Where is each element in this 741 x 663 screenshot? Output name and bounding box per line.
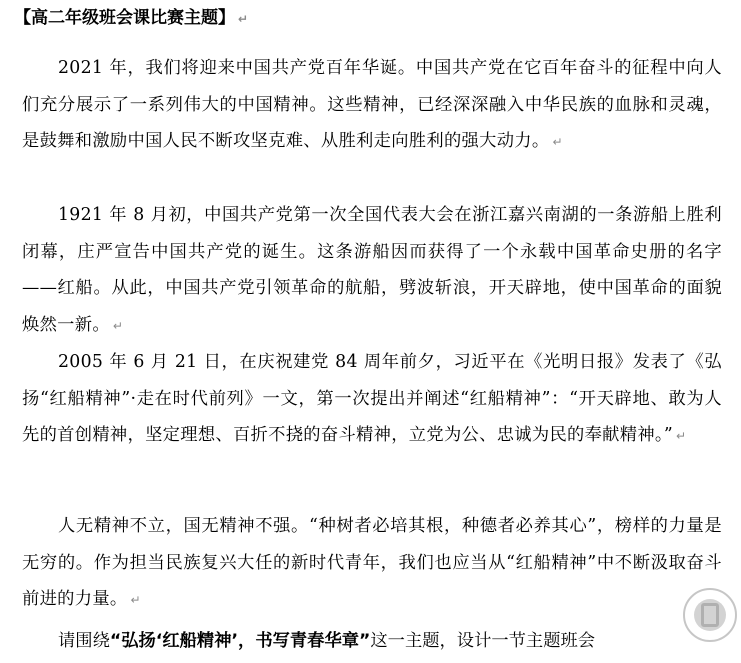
paragraph-red-boat-history-text: 1921 年 8 月初，中国共产党第一次全国代表大会在浙江嘉兴南湖的一条游船上胜利闭幕，庄严宣告中国共产党的诞生。这条游船因而获得了一个永载中国革命史册的名字——红船。从此，中国共产党引领革命的航船，劈波斩浪，开天辟地，使中国革命的面貌焕然一新。 xyxy=(22,205,722,335)
paragraph-youth-call xyxy=(22,508,722,619)
paragraph-red-boat-spirit-text: 2005 年 6 月 21 日，在庆祝建党 84 周年前夕，习近平在《光明日报》发表了《弘扬“红船精神”·走在时代前列》一文，第一次提出并阐述“红船精神”：“开天辟地、敢为人先的首创精神，坚定理想、百折不挠的奋斗精神，立党为公、忠诚为民的奉献精神。” xyxy=(22,352,722,446)
task-prompt-after: 这一主题，设计一节主题班会 xyxy=(370,631,596,651)
paragraph-red-boat-spirit xyxy=(22,344,722,455)
paragraph-mark-icon: ↵ xyxy=(676,429,687,444)
task-prompt-before: 请围绕 xyxy=(58,631,110,651)
section-heading-text: 【高二年级班会课比赛主题】 xyxy=(14,8,235,28)
paragraph-youth-call-text: 人无精神不立，国无精神不强。“种树者必培其根，种德者必养其心”，榜样的力量是无穷的。作为担当民族复兴大任的新时代青年，我们也应当从“红船精神”中不断汲取奋斗前进的力量。 xyxy=(22,516,722,610)
section-heading xyxy=(14,5,248,32)
task-prompt-theme: “弘扬‘红船精神’，书写青春华章” xyxy=(109,631,371,651)
paragraph-mark-icon: ↵ xyxy=(112,318,123,333)
paragraph-mark-icon: ↵ xyxy=(238,12,249,26)
task-prompt xyxy=(22,623,727,660)
seal-emblem-icon xyxy=(701,603,719,627)
paragraph-mark-icon: ↵ xyxy=(130,593,141,608)
paragraph-mark-icon: ↵ xyxy=(552,135,563,150)
school-seal-watermark xyxy=(683,588,737,642)
paragraph-intro-text: 2021 年，我们将迎来中国共产党百年华诞。中国共产党在它百年奋斗的征程中向人们充分展示了一系列伟大的中国精神。这些精神，已经深深融入中华民族的血脉和灵魂，是鼓舞和激励中国人民不断攻坚克难、从胜利走向胜利的强大动力。 xyxy=(22,58,722,152)
paragraph-intro xyxy=(22,50,722,161)
paragraph-red-boat-history xyxy=(22,197,722,344)
